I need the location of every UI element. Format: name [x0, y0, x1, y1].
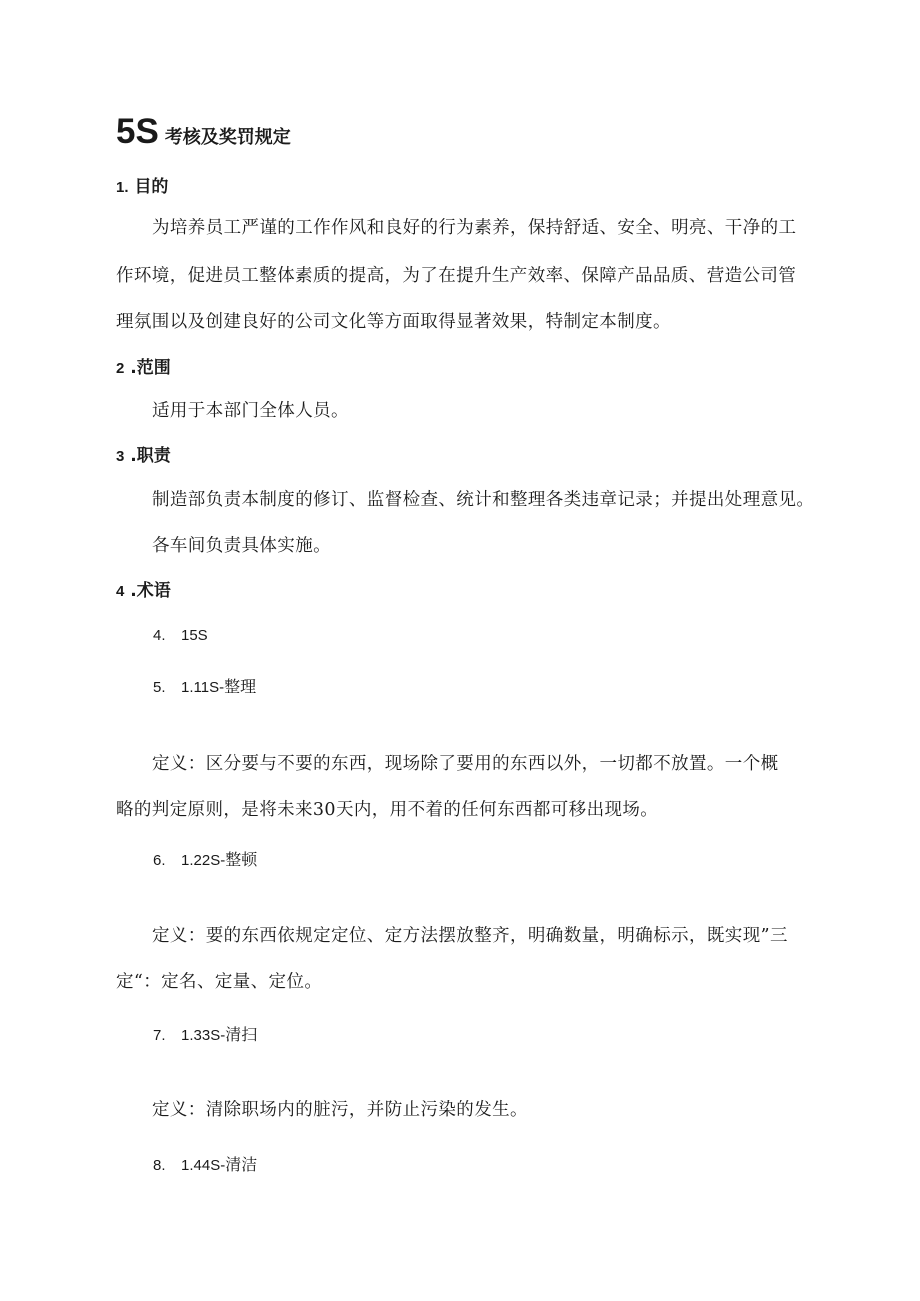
section-heading-scope	[116, 353, 171, 378]
section-heading-text: .术语	[130, 581, 171, 601]
term-item	[153, 847, 257, 870]
definition-line: 略的判定原则，是将未来30天内，用不着的任何东西都可移出现场。	[116, 800, 659, 820]
document-title	[116, 112, 291, 156]
paragraph-line: 各车间负责具体实施。	[152, 536, 331, 556]
term-number: 8.	[153, 1157, 166, 1174]
definition-line: 定“：定名、定量、定位。	[116, 972, 323, 992]
term-code: 1.44S-	[181, 1157, 226, 1174]
term-item	[153, 674, 256, 697]
term-number: 7.	[153, 1027, 166, 1044]
paragraph-line: 制造部负责本制度的修订、监督检查、统计和整理各类违章记录；并提出处理意见。	[152, 490, 815, 510]
term-code: 1.22S-	[181, 852, 226, 869]
section-number: 2	[116, 360, 125, 377]
term-text: 整理	[224, 677, 257, 696]
paragraph-line: 理氛围以及创建良好的公司文化等方面取得显著效果，特制定本制度。	[116, 312, 671, 332]
term-number: 4.	[153, 627, 166, 644]
term-number: 5.	[153, 679, 166, 696]
term-item	[153, 1152, 257, 1175]
term-text: 整顿	[225, 850, 258, 869]
term-code: 1.33S-	[181, 1027, 226, 1044]
paragraph-line: 为培养员工严谨的工作作风和良好的行为素养，保持舒适、安全、明亮、干净的工	[152, 218, 797, 238]
definition-line: 定义：区分要与不要的东西，现场除了要用的东西以外，一切都不放置。一个概	[152, 754, 779, 774]
term-item	[153, 1022, 257, 1045]
section-heading-text: .范围	[130, 358, 171, 378]
definition-line: 定义：要的东西依规定定位、定方法摆放整齐，明确数量，明确标示，既实现”三	[152, 926, 788, 946]
section-number: 4	[116, 583, 125, 600]
title-main: 5S	[116, 112, 159, 151]
term-text: 清洁	[225, 1155, 258, 1174]
section-heading-purpose	[116, 172, 168, 197]
term-code: 1.11S-	[181, 679, 225, 696]
section-heading-duties	[116, 441, 171, 466]
definition-line: 定义：清除职场内的脏污，并防止污染的发生。	[152, 1100, 528, 1120]
title-sub: 考核及奖罚规定	[164, 127, 291, 148]
paragraph-line: 适用于本部门全体人员。	[152, 401, 349, 421]
term-code: 15S	[181, 627, 208, 644]
paragraph-line: 作环境，促进员工整体素质的提高，为了在提升生产效率、保障产品品质、营造公司管	[116, 266, 797, 286]
section-heading-text: 目的	[134, 177, 169, 197]
term-item	[153, 625, 208, 644]
section-number: 1.	[116, 179, 129, 196]
term-number: 6.	[153, 852, 166, 869]
section-heading-terms	[116, 576, 171, 601]
section-number: 3	[116, 448, 125, 465]
term-text: 清扫	[225, 1025, 258, 1044]
section-heading-text: .职责	[130, 446, 171, 466]
